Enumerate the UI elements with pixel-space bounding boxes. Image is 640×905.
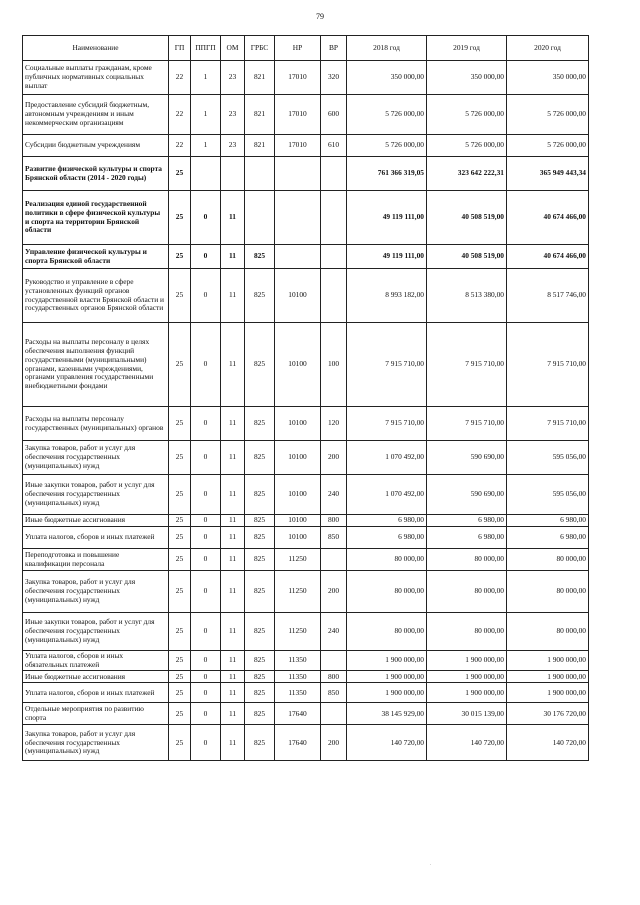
- row-2019-amount: 8 513 380,00: [427, 269, 507, 323]
- table-row: [23, 441, 589, 475]
- row-2018-amount: 5 726 000,00: [347, 95, 427, 135]
- row-nr: [275, 245, 321, 269]
- row-ppgp: 0: [191, 441, 221, 475]
- row-nr: 17010: [275, 95, 321, 135]
- row-om: 11: [221, 323, 245, 407]
- row-nr: 10100: [275, 475, 321, 515]
- table-row: [23, 61, 589, 95]
- row-gp: 25: [169, 441, 191, 475]
- row-om: 11: [221, 683, 245, 703]
- row-nr: 11350: [275, 671, 321, 683]
- row-om: [221, 157, 245, 191]
- row-nr: 17010: [275, 61, 321, 95]
- row-vr: 240: [321, 613, 347, 651]
- row-nr: [275, 157, 321, 191]
- row-grbs: 825: [245, 651, 275, 671]
- row-2019-amount: 7 915 710,00: [427, 323, 507, 407]
- row-2018-amount: 80 000,00: [347, 613, 427, 651]
- row-om: 11: [221, 407, 245, 441]
- row-nr: 11250: [275, 549, 321, 571]
- row-ppgp: 0: [191, 407, 221, 441]
- row-gp: 25: [169, 549, 191, 571]
- row-name: Предоставление субсидий бюджетным, автономным учреждениям и иным некоммерческим организациям: [23, 95, 169, 135]
- row-ppgp: 0: [191, 613, 221, 651]
- row-vr: 200: [321, 725, 347, 761]
- table-row: [23, 651, 589, 671]
- row-2020-amount: 7 915 710,00: [507, 407, 589, 441]
- row-om: 11: [221, 515, 245, 527]
- row-2020-amount: 595 056,00: [507, 441, 589, 475]
- row-om: 23: [221, 135, 245, 157]
- row-name: Иные закупки товаров, работ и услуг для обеспечения государственных (муниципальных) нужд: [23, 613, 169, 651]
- row-2018-amount: 1 900 000,00: [347, 651, 427, 671]
- row-gp: 25: [169, 515, 191, 527]
- row-om: 23: [221, 95, 245, 135]
- row-gp: 25: [169, 571, 191, 613]
- row-name: Уплата налогов, сборов и иных платежей: [23, 527, 169, 549]
- table-header-row: [23, 36, 589, 61]
- row-gp: 22: [169, 95, 191, 135]
- row-nr: 10100: [275, 527, 321, 549]
- row-om: 11: [221, 671, 245, 683]
- row-grbs: 825: [245, 671, 275, 683]
- table-row: [23, 703, 589, 725]
- row-vr: 800: [321, 515, 347, 527]
- row-gp: 25: [169, 651, 191, 671]
- row-2020-amount: 5 726 000,00: [507, 135, 589, 157]
- row-nr: 10100: [275, 323, 321, 407]
- row-ppgp: 0: [191, 703, 221, 725]
- row-ppgp: 0: [191, 571, 221, 613]
- row-2019-amount: 40 508 519,00: [427, 245, 507, 269]
- table-row: [23, 95, 589, 135]
- row-ppgp: 0: [191, 475, 221, 515]
- row-grbs: 825: [245, 269, 275, 323]
- row-grbs: 821: [245, 61, 275, 95]
- row-2018-amount: 7 915 710,00: [347, 407, 427, 441]
- row-2018-amount: 1 900 000,00: [347, 671, 427, 683]
- row-name: Расходы на выплаты персоналу в целях обеспечения выполнения функций государственными (муниципальными) органами, казенными учреждениями, органами управления государственными внебюджетными фондами: [23, 323, 169, 407]
- row-2020-amount: 6 980,00: [507, 515, 589, 527]
- row-ppgp: 0: [191, 269, 221, 323]
- row-vr: 600: [321, 95, 347, 135]
- row-vr: 100: [321, 323, 347, 407]
- row-2018-amount: 140 720,00: [347, 725, 427, 761]
- row-vr: [321, 245, 347, 269]
- row-2019-amount: 350 000,00: [427, 61, 507, 95]
- row-2019-amount: 40 508 519,00: [427, 191, 507, 245]
- row-2020-amount: 595 056,00: [507, 475, 589, 515]
- row-vr: 800: [321, 671, 347, 683]
- row-2020-amount: 80 000,00: [507, 571, 589, 613]
- table-row: [23, 571, 589, 613]
- row-2018-amount: 49 119 111,00: [347, 245, 427, 269]
- row-vr: 240: [321, 475, 347, 515]
- row-ppgp: 0: [191, 549, 221, 571]
- row-om: 11: [221, 475, 245, 515]
- row-ppgp: 1: [191, 95, 221, 135]
- row-ppgp: 0: [191, 671, 221, 683]
- row-ppgp: 0: [191, 725, 221, 761]
- row-grbs: 825: [245, 725, 275, 761]
- row-2019-amount: 590 690,00: [427, 441, 507, 475]
- row-om: 23: [221, 61, 245, 95]
- row-vr: 320: [321, 61, 347, 95]
- row-grbs: 825: [245, 323, 275, 407]
- row-nr: 17010: [275, 135, 321, 157]
- row-nr: 17640: [275, 725, 321, 761]
- row-ppgp: 0: [191, 683, 221, 703]
- row-ppgp: 0: [191, 651, 221, 671]
- row-2020-amount: 8 517 746,00: [507, 269, 589, 323]
- header-2018: 2018 год: [347, 36, 427, 61]
- row-2020-amount: 7 915 710,00: [507, 323, 589, 407]
- header-2019: 2019 год: [427, 36, 507, 61]
- row-name: Закупка товаров, работ и услуг для обеспечения государственных (муниципальных) нужд: [23, 441, 169, 475]
- row-om: 11: [221, 527, 245, 549]
- row-2020-amount: 365 949 443,34: [507, 157, 589, 191]
- table-row: [23, 245, 589, 269]
- row-2020-amount: 140 720,00: [507, 725, 589, 761]
- table-row: [23, 157, 589, 191]
- row-2018-amount: 80 000,00: [347, 571, 427, 613]
- row-2019-amount: 1 900 000,00: [427, 651, 507, 671]
- row-grbs: 825: [245, 441, 275, 475]
- header-vr: ВР: [321, 36, 347, 61]
- row-2018-amount: 49 119 111,00: [347, 191, 427, 245]
- row-2019-amount: 5 726 000,00: [427, 95, 507, 135]
- row-2020-amount: 350 000,00: [507, 61, 589, 95]
- row-2019-amount: 80 000,00: [427, 571, 507, 613]
- row-grbs: 825: [245, 515, 275, 527]
- row-vr: 850: [321, 683, 347, 703]
- table-row: [23, 475, 589, 515]
- row-ppgp: [191, 157, 221, 191]
- header-gp: ГП: [169, 36, 191, 61]
- row-2018-amount: 350 000,00: [347, 61, 427, 95]
- row-2019-amount: 30 015 139,00: [427, 703, 507, 725]
- row-name: Отдельные мероприятия по развитию спорта: [23, 703, 169, 725]
- budget-table: [22, 35, 589, 761]
- row-2020-amount: 1 900 000,00: [507, 683, 589, 703]
- row-gp: 25: [169, 269, 191, 323]
- row-2020-amount: 1 900 000,00: [507, 671, 589, 683]
- row-vr: 200: [321, 441, 347, 475]
- header-grbs: ГРБС: [245, 36, 275, 61]
- row-vr: [321, 269, 347, 323]
- row-name: Уплата налогов, сборов и иных обязательных платежей: [23, 651, 169, 671]
- row-nr: 11350: [275, 683, 321, 703]
- row-om: 11: [221, 703, 245, 725]
- row-grbs: 825: [245, 613, 275, 651]
- row-name: Расходы на выплаты персоналу государственных (муниципальных) органов: [23, 407, 169, 441]
- row-grbs: 821: [245, 135, 275, 157]
- row-name: Уплата налогов, сборов и иных платежей: [23, 683, 169, 703]
- row-name: Развитие физической культуры и спорта Брянской области (2014 - 2020 годы): [23, 157, 169, 191]
- page-number: 79: [316, 12, 324, 21]
- row-2020-amount: 80 000,00: [507, 613, 589, 651]
- row-nr: 10100: [275, 441, 321, 475]
- row-nr: 11250: [275, 613, 321, 651]
- table-row: [23, 549, 589, 571]
- row-2019-amount: 5 726 000,00: [427, 135, 507, 157]
- table-row: [23, 527, 589, 549]
- header-om: ОМ: [221, 36, 245, 61]
- row-grbs: 825: [245, 475, 275, 515]
- row-om: 11: [221, 571, 245, 613]
- row-2018-amount: 1 900 000,00: [347, 683, 427, 703]
- table-row: [23, 407, 589, 441]
- row-2020-amount: 1 900 000,00: [507, 651, 589, 671]
- row-gp: 25: [169, 613, 191, 651]
- row-vr: 850: [321, 527, 347, 549]
- row-name: Реализация единой государственной политики в сфере физической культуры и спорта на территории Брянской области: [23, 191, 169, 245]
- scan-mark: .: [430, 862, 432, 867]
- row-vr: [321, 191, 347, 245]
- row-vr: [321, 651, 347, 671]
- row-gp: 22: [169, 135, 191, 157]
- row-nr: 17640: [275, 703, 321, 725]
- row-grbs: 825: [245, 571, 275, 613]
- row-grbs: [245, 191, 275, 245]
- row-vr: 200: [321, 571, 347, 613]
- row-2020-amount: 80 000,00: [507, 549, 589, 571]
- row-2020-amount: 40 674 466,00: [507, 191, 589, 245]
- table-row: [23, 725, 589, 761]
- row-name: Социальные выплаты гражданам, кроме публичных нормативных социальных выплат: [23, 61, 169, 95]
- row-nr: 10100: [275, 269, 321, 323]
- row-nr: 10100: [275, 407, 321, 441]
- row-2018-amount: 6 980,00: [347, 527, 427, 549]
- row-grbs: 825: [245, 245, 275, 269]
- row-nr: 10100: [275, 515, 321, 527]
- row-name: Иные бюджетные ассигнования: [23, 515, 169, 527]
- row-grbs: 821: [245, 95, 275, 135]
- row-vr: [321, 157, 347, 191]
- row-ppgp: 0: [191, 323, 221, 407]
- row-grbs: 825: [245, 683, 275, 703]
- row-nr: 11250: [275, 571, 321, 613]
- header-ppgp: ППГП: [191, 36, 221, 61]
- row-vr: 120: [321, 407, 347, 441]
- row-gp: 25: [169, 475, 191, 515]
- row-2019-amount: 590 690,00: [427, 475, 507, 515]
- table-row: [23, 515, 589, 527]
- row-2018-amount: 7 915 710,00: [347, 323, 427, 407]
- header-nr: НР: [275, 36, 321, 61]
- row-2018-amount: 6 980,00: [347, 515, 427, 527]
- header-name: Наименование: [23, 36, 169, 61]
- row-2018-amount: 761 366 319,05: [347, 157, 427, 191]
- row-ppgp: 0: [191, 527, 221, 549]
- row-name: Закупка товаров, работ и услуг для обеспечения государственных (муниципальных) нужд: [23, 571, 169, 613]
- row-ppgp: 1: [191, 135, 221, 157]
- row-2018-amount: 38 145 929,00: [347, 703, 427, 725]
- row-om: 11: [221, 549, 245, 571]
- table-row: [23, 671, 589, 683]
- row-name: Управление физической культуры и спорта Брянской области: [23, 245, 169, 269]
- row-name: Иные закупки товаров, работ и услуг для обеспечения государственных (муниципальных) нужд: [23, 475, 169, 515]
- row-2020-amount: 6 980,00: [507, 527, 589, 549]
- row-nr: 11350: [275, 651, 321, 671]
- row-2018-amount: 80 000,00: [347, 549, 427, 571]
- row-name: Переподготовка и повышение квалификации персонала: [23, 549, 169, 571]
- row-name: Иные бюджетные ассигнования: [23, 671, 169, 683]
- row-2020-amount: 40 674 466,00: [507, 245, 589, 269]
- row-2019-amount: 140 720,00: [427, 725, 507, 761]
- row-ppgp: 0: [191, 245, 221, 269]
- row-2019-amount: 80 000,00: [427, 549, 507, 571]
- row-grbs: 825: [245, 527, 275, 549]
- row-om: 11: [221, 245, 245, 269]
- row-gp: 25: [169, 725, 191, 761]
- row-om: 11: [221, 651, 245, 671]
- row-grbs: 825: [245, 549, 275, 571]
- row-gp: 25: [169, 191, 191, 245]
- row-gp: 25: [169, 527, 191, 549]
- row-vr: [321, 549, 347, 571]
- row-2019-amount: 1 900 000,00: [427, 683, 507, 703]
- row-2020-amount: 30 176 720,00: [507, 703, 589, 725]
- row-2018-amount: 1 070 492,00: [347, 441, 427, 475]
- row-ppgp: 0: [191, 191, 221, 245]
- row-gp: 25: [169, 157, 191, 191]
- table-row: [23, 613, 589, 651]
- row-gp: 25: [169, 671, 191, 683]
- table-row: [23, 323, 589, 407]
- row-2020-amount: 5 726 000,00: [507, 95, 589, 135]
- row-grbs: 825: [245, 407, 275, 441]
- row-om: 11: [221, 725, 245, 761]
- row-gp: 25: [169, 407, 191, 441]
- row-2019-amount: 6 980,00: [427, 527, 507, 549]
- row-gp: 22: [169, 61, 191, 95]
- table-row: [23, 269, 589, 323]
- row-2018-amount: 5 726 000,00: [347, 135, 427, 157]
- row-om: 11: [221, 269, 245, 323]
- row-nr: [275, 191, 321, 245]
- table-row: [23, 135, 589, 157]
- row-ppgp: 1: [191, 61, 221, 95]
- row-gp: 25: [169, 323, 191, 407]
- table-row: [23, 683, 589, 703]
- row-ppgp: 0: [191, 515, 221, 527]
- row-2019-amount: 6 980,00: [427, 515, 507, 527]
- row-om: 11: [221, 441, 245, 475]
- row-2018-amount: 8 993 182,00: [347, 269, 427, 323]
- row-vr: [321, 703, 347, 725]
- row-gp: 25: [169, 245, 191, 269]
- table-row: [23, 191, 589, 245]
- header-2020: 2020 год: [507, 36, 589, 61]
- row-name: Руководство и управление в сфере установленных функций органов государственной власти Брянской области и государственных органов Брянской области: [23, 269, 169, 323]
- row-grbs: 825: [245, 703, 275, 725]
- table-body: [23, 61, 589, 761]
- row-2019-amount: 1 900 000,00: [427, 671, 507, 683]
- row-gp: 25: [169, 683, 191, 703]
- row-om: 11: [221, 191, 245, 245]
- row-2019-amount: 7 915 710,00: [427, 407, 507, 441]
- row-2019-amount: 80 000,00: [427, 613, 507, 651]
- row-om: 11: [221, 613, 245, 651]
- row-vr: 610: [321, 135, 347, 157]
- row-gp: 25: [169, 703, 191, 725]
- row-2018-amount: 1 070 492,00: [347, 475, 427, 515]
- row-name: Субсидии бюджетным учреждениям: [23, 135, 169, 157]
- row-grbs: [245, 157, 275, 191]
- row-2019-amount: 323 642 222,31: [427, 157, 507, 191]
- row-name: Закупка товаров, работ и услуг для обеспечения государственных (муниципальных) нужд: [23, 725, 169, 761]
